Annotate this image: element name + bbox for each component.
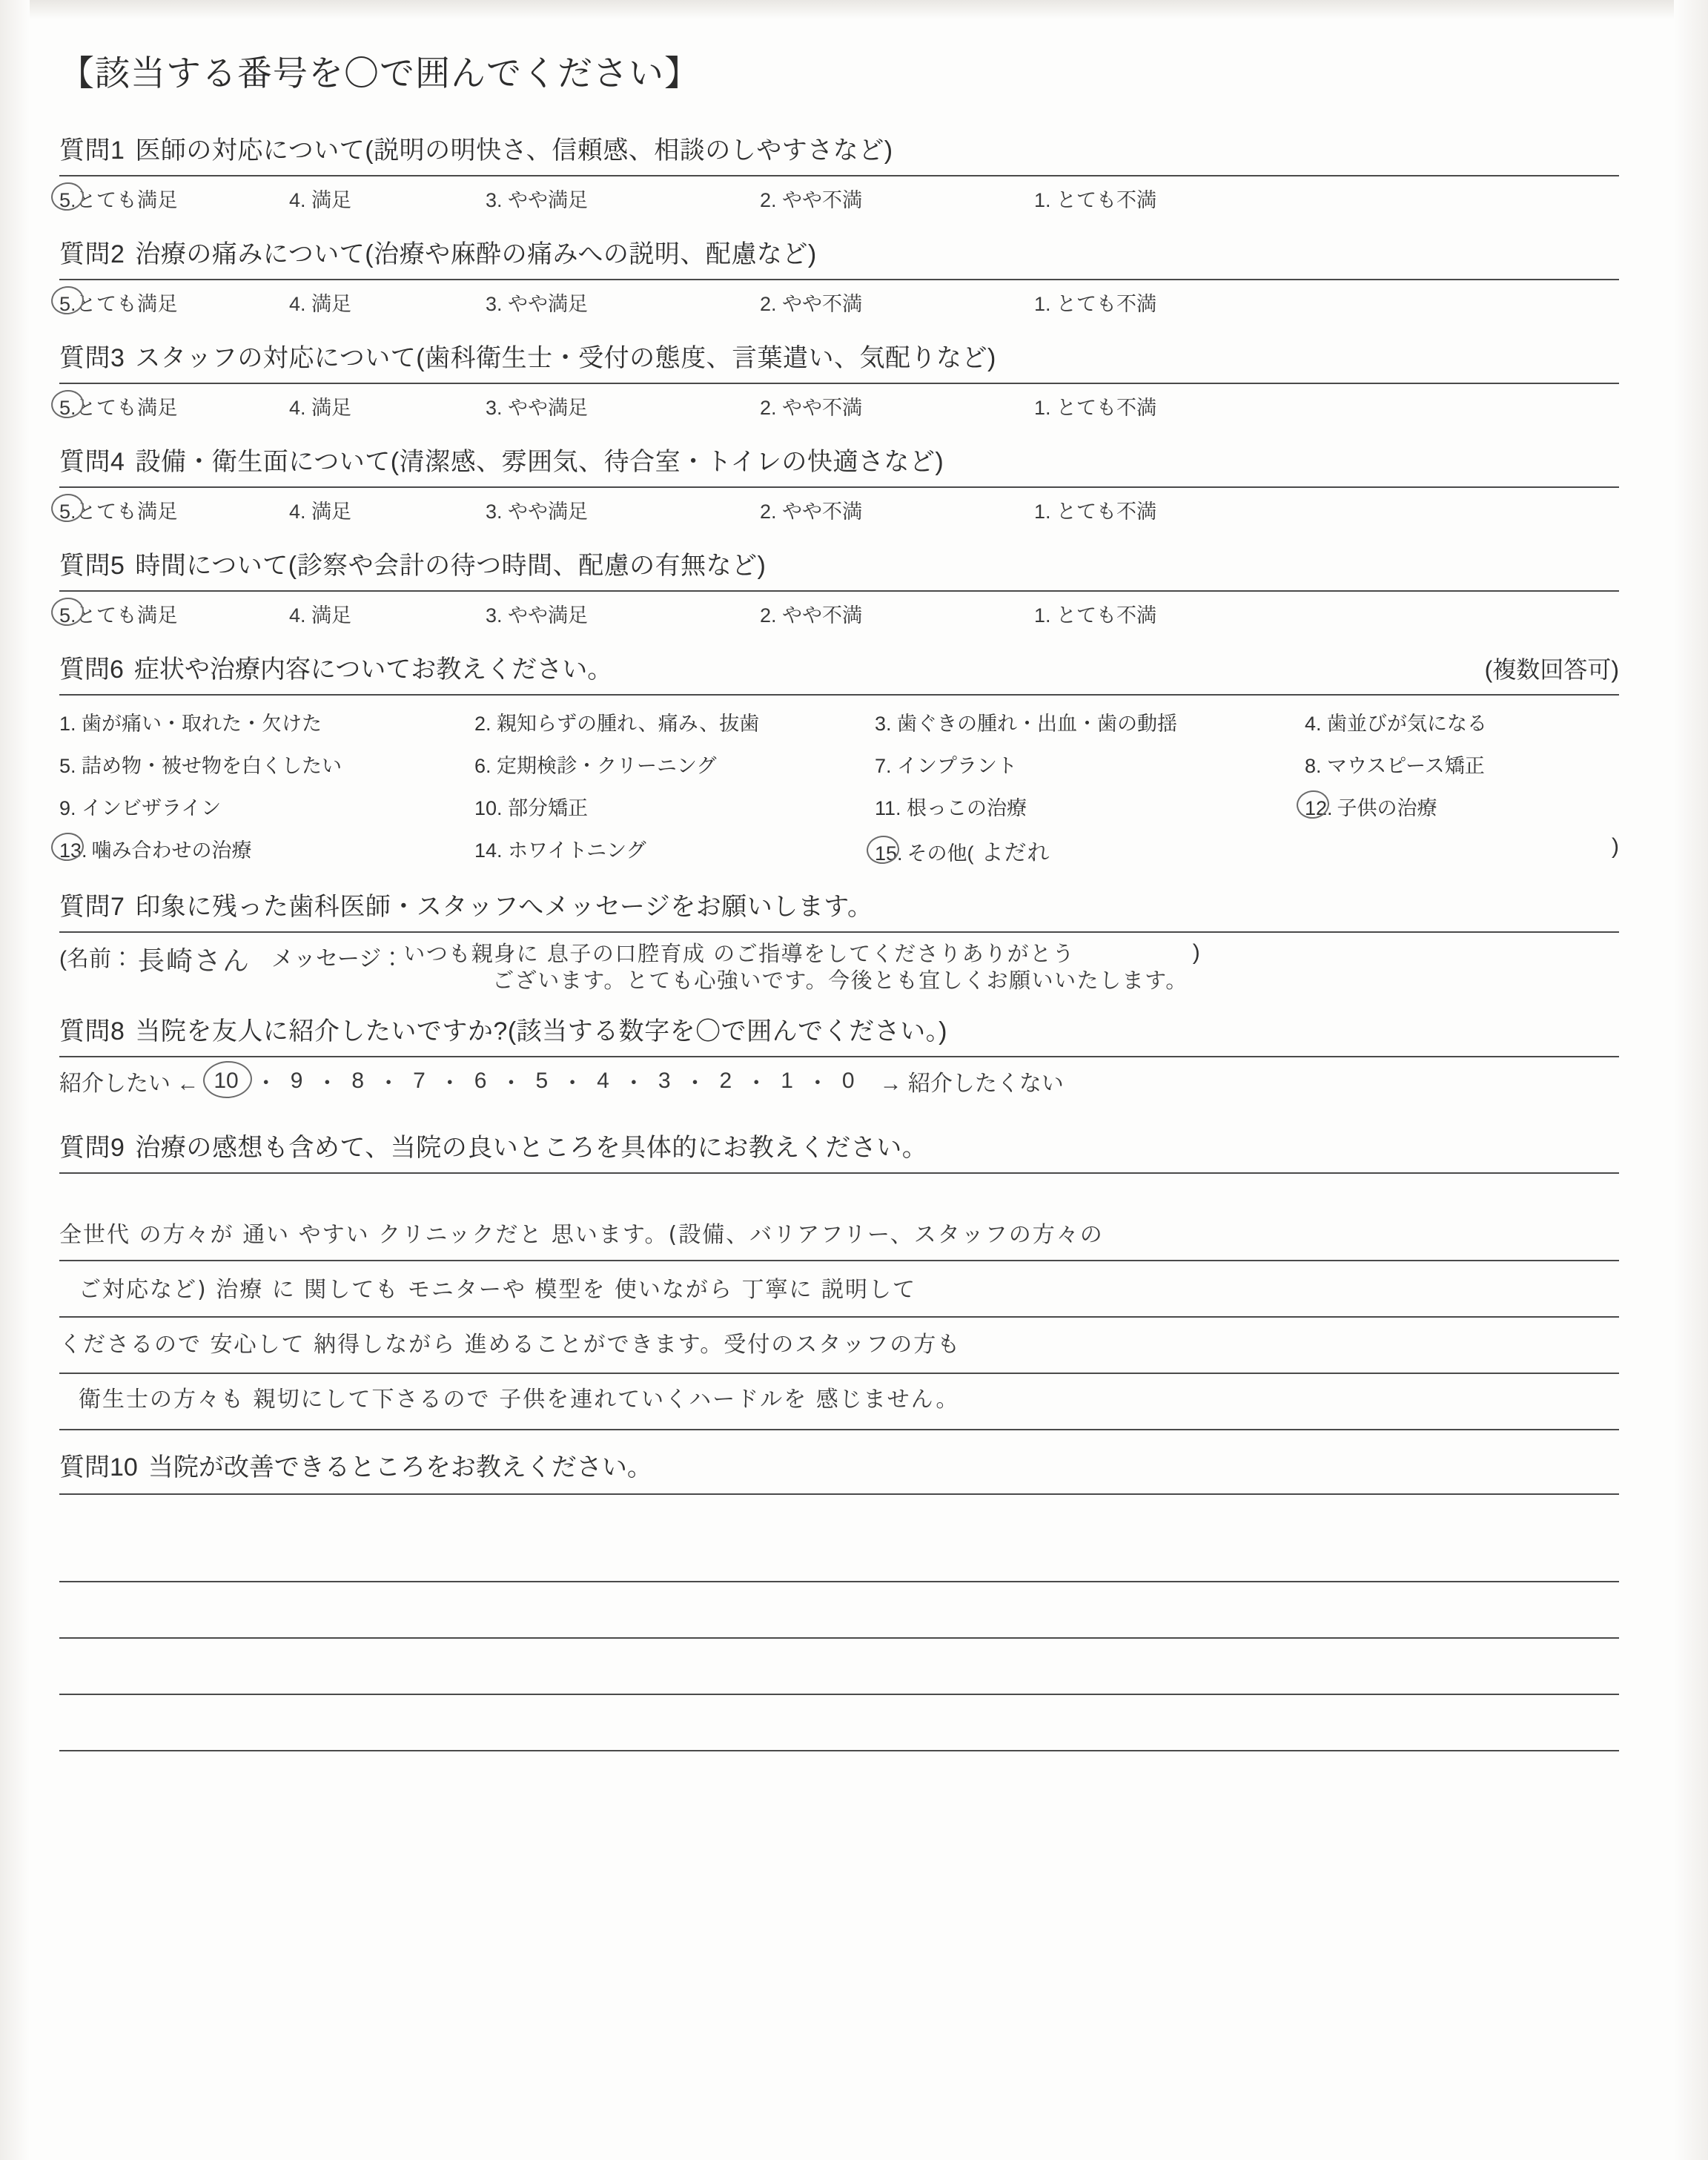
- q4-option-1-num: 1.: [1034, 501, 1051, 523]
- q7-message-line-1: いつも親身に 息子の口腔育成 のご指導をしてくださりありがとう: [403, 941, 1076, 966]
- question-8-label: 当院を友人に紹介したいですか?(該当する数字を〇で囲んでください。): [135, 1017, 947, 1046]
- q8-sep-7: ・: [622, 1071, 645, 1096]
- q1-option-5[interactable]: [59, 184, 289, 213]
- q6-option-13-label: 噛み合わせの治療: [91, 839, 252, 862]
- question-8-text: [59, 1011, 1619, 1047]
- q6-option-2-label: 親知らずの腫れ、痛み、抜歯: [497, 713, 760, 735]
- q2-option-5[interactable]: [59, 288, 289, 317]
- question-6: [59, 649, 1619, 867]
- q2-option-2-label: やや不満: [782, 293, 863, 315]
- q6-option-10-num: 10.: [474, 797, 503, 819]
- q3-option-5-circle: 5.: [59, 397, 76, 419]
- question-1: [59, 130, 1619, 213]
- q8-number-4[interactable]: 4: [597, 1068, 609, 1093]
- q4-option-2[interactable]: [760, 495, 1034, 524]
- question-3-scale: [59, 392, 1619, 420]
- q9-answer-line-4: 衛生士の方々も 親切にして下さるので 子供を連れていくハードルを 感じません。: [79, 1386, 960, 1413]
- q4-option-4-num: 4.: [289, 501, 306, 523]
- q6-option-15-circle: 15.: [875, 842, 903, 865]
- question-10-rule: [59, 1493, 1619, 1495]
- q1-option-1[interactable]: [1034, 184, 1156, 213]
- question-5: [59, 545, 1619, 628]
- q6-option-3[interactable]: [875, 707, 1305, 736]
- q10-line-4: [59, 1695, 1619, 1751]
- question-4-number: 質問4: [59, 448, 125, 476]
- q1-option-1-num: 1.: [1034, 189, 1051, 211]
- question-9-rule: [59, 1172, 1619, 1174]
- q6-option-8-num: 8.: [1305, 755, 1322, 777]
- question-4-label: 設備・衛生面について(清潔感、雰囲気、待合室・トイレの快適さなど): [135, 448, 944, 476]
- q8-number-6[interactable]: 6: [474, 1068, 487, 1093]
- q4-option-2-num: 2.: [760, 501, 777, 523]
- q6-option-10-label: 部分矯正: [508, 797, 589, 819]
- q10-line-1: [59, 1526, 1619, 1582]
- q4-option-4[interactable]: [289, 495, 486, 524]
- q1-option-4-label: 満足: [311, 189, 352, 211]
- q6-option-1[interactable]: [59, 707, 474, 736]
- question-6-rule: [59, 694, 1619, 696]
- q6-option-9[interactable]: [59, 792, 474, 821]
- q6-option-2[interactable]: [474, 707, 875, 736]
- q6-option-4[interactable]: [1305, 707, 1619, 736]
- question-6-note: (複数回答可): [1484, 656, 1619, 683]
- q8-number-3[interactable]: 3: [658, 1068, 671, 1093]
- q7-message-label: メッセージ：: [271, 947, 404, 971]
- question-1-rule: [59, 175, 1619, 176]
- question-6-options: [59, 707, 1619, 867]
- q2-option-1-num: 1.: [1034, 293, 1051, 315]
- question-10-label: 当院が改善できるところをお教えください。: [148, 1453, 652, 1482]
- q3-option-4-num: 4.: [289, 397, 306, 419]
- question-3-text: [59, 337, 1619, 374]
- q2-option-3-label: やや満足: [508, 293, 589, 315]
- question-1-scale: [59, 184, 1619, 213]
- q5-option-3-num: 3.: [486, 604, 503, 627]
- question-2: [59, 234, 1619, 317]
- q4-option-5[interactable]: [59, 495, 289, 524]
- question-6-number: 質問6: [59, 655, 124, 684]
- q1-option-2-label: やや不満: [782, 189, 863, 211]
- q2-option-3[interactable]: [486, 288, 760, 317]
- q3-option-4[interactable]: [289, 392, 486, 420]
- question-5-label: 時間について(診察や会計の待つ時間、配慮の有無など): [135, 552, 767, 580]
- q8-sep-10: ・: [806, 1071, 829, 1096]
- q10-line-3: [59, 1639, 1619, 1695]
- q1-option-5-label: とても満足: [76, 189, 179, 211]
- question-5-number: 質問5: [59, 552, 125, 580]
- question-7-label: 印象に残った歯科医師・スタッフへメッセージをお願いします。: [135, 893, 873, 921]
- question-4-text: [59, 441, 1619, 478]
- q3-option-1-num: 1.: [1034, 397, 1051, 419]
- question-10-text: [59, 1447, 1619, 1483]
- q8-sep-6: ・: [561, 1071, 584, 1096]
- question-10: [59, 1447, 1619, 1751]
- q6-option-5[interactable]: [59, 750, 474, 779]
- q8-sep-9: ・: [745, 1071, 768, 1096]
- question-2-scale: [59, 288, 1619, 317]
- q1-option-4[interactable]: [289, 184, 486, 213]
- q2-option-1[interactable]: [1034, 288, 1156, 317]
- q8-sep-5: ・: [500, 1071, 523, 1096]
- q6-option-12[interactable]: [1305, 792, 1619, 821]
- q8-number-2[interactable]: 2: [719, 1068, 732, 1093]
- q2-option-4-num: 4.: [289, 293, 306, 315]
- q1-option-5-circle: 5.: [59, 189, 76, 211]
- question-6-label: 症状や治療内容についてお教えください。: [133, 655, 613, 684]
- q7-paren-close: ): [1192, 940, 1200, 965]
- q3-option-3-num: 3.: [486, 397, 503, 419]
- q1-option-3[interactable]: [486, 184, 760, 213]
- q5-option-2-num: 2.: [760, 604, 777, 627]
- q4-option-1[interactable]: [1034, 495, 1156, 524]
- question-1-number: 質問1: [59, 136, 125, 165]
- q2-option-5-label: とても満足: [76, 293, 179, 315]
- q1-option-1-label: とても不満: [1056, 189, 1157, 211]
- q5-option-2[interactable]: [760, 599, 1034, 628]
- question-1-text: [59, 130, 1619, 166]
- q5-option-4-num: 4.: [289, 604, 306, 627]
- q6-option-4-label: 歯並びが気になる: [1327, 713, 1488, 735]
- q1-option-3-label: やや満足: [508, 189, 589, 211]
- question-2-rule: [59, 279, 1619, 280]
- question-6-text: [59, 649, 612, 685]
- q9-line-4: [59, 1374, 1619, 1430]
- q5-option-5-label: とても満足: [76, 604, 179, 627]
- q6-option-13-circle: 13.: [59, 839, 87, 862]
- q8-sep-3: ・: [377, 1071, 400, 1096]
- question-8-number: 質問8: [59, 1017, 125, 1046]
- q9-answer-line-3: くださるので 安心して 納得しながら 進めることができます。受付のスタッフの方も: [59, 1331, 961, 1358]
- q8-right-label: → 紹介したくない: [879, 1071, 1064, 1096]
- q6-option-9-label: インビザライン: [82, 797, 222, 819]
- question-9-answer-area[interactable]: [59, 1205, 1619, 1430]
- q10-line-2: [59, 1582, 1619, 1639]
- q6-option-12-label: 子供の治療: [1337, 797, 1437, 819]
- q6-other-paren: ): [1612, 834, 1619, 859]
- q4-option-5-label: とても満足: [76, 501, 179, 523]
- q6-option-7[interactable]: [875, 750, 1305, 779]
- question-7-answer[interactable]: [59, 940, 1619, 994]
- question-9-text: [59, 1127, 1619, 1163]
- q8-sep-8: ・: [683, 1071, 706, 1096]
- q2-option-2[interactable]: [760, 288, 1034, 317]
- q5-option-4[interactable]: [289, 599, 486, 628]
- q8-sep-2: ・: [316, 1071, 339, 1096]
- q6-other-value: よだれ: [981, 840, 1050, 866]
- question-8: [59, 1011, 1619, 1097]
- q6-option-1-num: 1.: [59, 713, 76, 735]
- q5-option-4-label: 満足: [311, 604, 352, 627]
- question-9-label: 治療の感想も含めて、当院の良いところを具体的にお教えください。: [135, 1133, 928, 1162]
- page-title: 【該当する番号を〇で囲んでください】: [59, 53, 700, 93]
- question-3: [59, 337, 1619, 420]
- question-5-text: [59, 545, 1619, 581]
- q4-option-3-num: 3.: [486, 501, 503, 523]
- q6-option-6-label: 定期検診・クリーニング: [497, 755, 717, 777]
- q7-message-value: [403, 940, 1188, 994]
- q5-option-1-num: 1.: [1034, 604, 1051, 627]
- q5-option-1-label: とても不満: [1056, 604, 1157, 627]
- question-3-number: 質問3: [59, 344, 125, 372]
- question-2-label: 治療の痛みについて(治療や麻酔の痛みへの説明、配慮など): [135, 240, 817, 268]
- q6-option-10[interactable]: [474, 792, 875, 821]
- q6-option-3-label: 歯ぐきの腫れ・出血・歯の動揺: [897, 713, 1178, 735]
- question-4-rule: [59, 486, 1619, 488]
- q6-option-12-circle: 12.: [1305, 797, 1333, 819]
- q5-option-5[interactable]: [59, 599, 289, 628]
- q8-left-label: 紹介したい ←: [59, 1071, 199, 1096]
- question-7: [59, 886, 1619, 994]
- q6-option-1-label: 歯が痛い・取れた・欠けた: [82, 713, 322, 735]
- q5-option-3-label: やや満足: [508, 604, 589, 627]
- q6-option-6[interactable]: [474, 750, 875, 779]
- q4-option-5-circle: 5.: [59, 501, 76, 523]
- q6-option-7-label: インプラント: [897, 755, 1018, 777]
- q3-option-3-label: やや満足: [508, 397, 589, 419]
- q3-option-2-num: 2.: [760, 397, 777, 419]
- q6-option-3-num: 3.: [875, 713, 892, 735]
- q6-option-15-label: その他(: [907, 842, 974, 865]
- question-7-rule: [59, 931, 1619, 933]
- q6-option-9-num: 9.: [59, 797, 76, 819]
- q1-option-4-num: 4.: [289, 189, 306, 211]
- q6-option-7-num: 7.: [875, 755, 892, 777]
- q4-option-2-label: やや不満: [782, 501, 863, 523]
- q6-option-14-num: 14.: [474, 839, 503, 862]
- q6-option-13[interactable]: [59, 834, 474, 867]
- q6-option-11-label: 根っこの治療: [907, 797, 1027, 819]
- q4-option-3[interactable]: [486, 495, 760, 524]
- q6-option-14[interactable]: [474, 834, 875, 867]
- q2-option-1-label: とても不満: [1056, 293, 1157, 315]
- question-6-header: [59, 649, 1619, 685]
- q9-answer-line-1: 全世代 の方々が 通い やすい クリニックだと 思います。(設備、バリアフリー、スタッフの方々の: [59, 1221, 1104, 1248]
- q6-option-5-label: 詰め物・被せ物を白くしたい: [82, 755, 342, 777]
- question-8-scale: [59, 1065, 1619, 1097]
- q3-option-4-label: 満足: [311, 397, 352, 419]
- q5-option-1[interactable]: [1034, 599, 1156, 628]
- q5-option-3[interactable]: [486, 599, 760, 628]
- q8-number-10[interactable]: [199, 1069, 253, 1094]
- q8-numbers: [199, 1065, 866, 1097]
- q7-name-label: (名前：: [59, 947, 133, 971]
- q7-name-value: 長崎さん: [138, 946, 251, 977]
- question-8-rule: [59, 1056, 1619, 1057]
- q2-option-4[interactable]: [289, 288, 486, 317]
- q9-line-3: [59, 1318, 1619, 1374]
- q8-number-9[interactable]: 9: [290, 1068, 303, 1093]
- q2-option-3-num: 3.: [486, 293, 503, 315]
- q8-number-8[interactable]: 8: [351, 1068, 365, 1093]
- q9-answer-line-2: ご対応など) 治療 に 関しても モニターや 模型を 使いながら 丁寧に 説明して: [79, 1276, 916, 1303]
- question-7-text: [59, 886, 1619, 922]
- q2-option-4-label: 満足: [311, 293, 352, 315]
- q8-number-0[interactable]: 0: [841, 1068, 855, 1093]
- q6-option-11[interactable]: [875, 792, 1305, 821]
- q8-number-7[interactable]: 7: [413, 1068, 426, 1093]
- q2-option-2-num: 2.: [760, 293, 777, 315]
- question-5-scale: [59, 599, 1619, 628]
- q9-line-1: [59, 1205, 1619, 1261]
- q6-option-5-num: 5.: [59, 755, 76, 777]
- q8-number-5[interactable]: 5: [535, 1068, 549, 1093]
- q7-message-line-2: ございます。とても心強いです。今後とも宜しくお願いいたします。: [492, 968, 1188, 994]
- q8-sep-4: ・: [438, 1071, 461, 1096]
- q4-option-3-label: やや満足: [508, 501, 589, 523]
- q6-option-15[interactable]: [875, 834, 1619, 867]
- question-9: [59, 1127, 1619, 1430]
- question-4-scale: [59, 495, 1619, 524]
- q6-option-14-label: ホワイトニング: [508, 839, 646, 862]
- q3-option-2-label: やや不満: [782, 397, 863, 419]
- q5-option-5-circle: 5.: [59, 604, 76, 627]
- q6-option-8[interactable]: [1305, 750, 1619, 779]
- q1-option-3-num: 3.: [486, 189, 503, 211]
- q3-option-1[interactable]: [1034, 392, 1156, 420]
- question-7-number: 質問7: [59, 893, 125, 921]
- question-1-label: 医師の対応について(説明の明快さ、信頼感、相談のしやすさなど): [135, 136, 893, 165]
- question-4: [59, 441, 1619, 524]
- question-9-number: 質問9: [59, 1133, 125, 1162]
- question-10-answer-area[interactable]: [59, 1526, 1619, 1751]
- q6-option-8-label: マウスピース矯正: [1327, 755, 1485, 777]
- q8-number-1[interactable]: 1: [781, 1068, 793, 1093]
- q4-option-1-label: とても不満: [1056, 501, 1157, 523]
- q6-option-6-num: 6.: [474, 755, 491, 777]
- question-5-rule: [59, 590, 1619, 592]
- q8-sep-1: ・: [254, 1071, 277, 1096]
- q3-option-1-label: とても不満: [1056, 397, 1157, 419]
- question-3-rule: [59, 383, 1619, 384]
- q6-option-11-num: 11.: [875, 797, 901, 819]
- question-10-number: 質問10: [59, 1453, 138, 1482]
- q1-option-2[interactable]: [760, 184, 1034, 213]
- q2-option-5-circle: 5.: [59, 293, 76, 315]
- q3-option-2[interactable]: [760, 392, 1034, 420]
- question-3-label: スタッフの対応について(歯科衛生士・受付の態度、言葉遣い、気配りなど): [135, 344, 996, 372]
- q8-number-10-circle: 10: [211, 1069, 241, 1094]
- q6-option-4-num: 4.: [1305, 713, 1322, 735]
- q5-option-2-label: やや不満: [782, 604, 863, 627]
- q9-line-2: [59, 1261, 1619, 1318]
- q6-option-2-num: 2.: [474, 713, 491, 735]
- question-2-text: [59, 234, 1619, 270]
- q3-option-3[interactable]: [486, 392, 760, 420]
- question-2-number: 質問2: [59, 240, 125, 268]
- q1-option-2-num: 2.: [760, 189, 777, 211]
- q3-option-5-label: とても満足: [76, 397, 179, 419]
- q4-option-4-label: 満足: [311, 501, 352, 523]
- q3-option-5[interactable]: [59, 392, 289, 420]
